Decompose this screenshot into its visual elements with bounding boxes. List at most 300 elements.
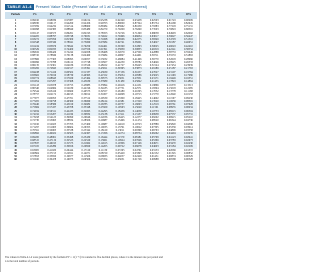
value-cell: 0.15496 xyxy=(115,119,125,123)
value-cell: 0.71299 xyxy=(132,31,142,35)
value-cell: 0.67165 xyxy=(30,145,40,149)
period-cell: 29 xyxy=(14,109,17,113)
value-cell: 0.93272 xyxy=(30,38,40,41)
value-cell: 0.73503 xyxy=(149,28,159,32)
value-cell: 0.11597 xyxy=(166,96,176,100)
value-cell: 0.62275 xyxy=(132,38,142,41)
table-caption xyxy=(5,3,147,10)
period-cell: 39 xyxy=(14,142,17,145)
value-cell: 0.06763 xyxy=(149,129,159,132)
value-cell: 0.26355 xyxy=(81,125,91,129)
value-cell: 0.83748 xyxy=(64,34,74,38)
value-cell: 0.75788 xyxy=(47,60,57,64)
period-cell: 8 xyxy=(14,41,17,45)
period-cell: 16 xyxy=(14,67,17,71)
value-cell: 0.54027 xyxy=(149,41,159,45)
period-cell: 11 xyxy=(14,51,17,54)
value-cell: 0.09761 xyxy=(166,103,176,106)
value-cell: 0.17266 xyxy=(98,132,108,136)
value-cell: 0.45639 xyxy=(81,80,91,84)
value-cell: 0.02209 xyxy=(184,145,193,149)
period-cell: 17 xyxy=(14,70,17,74)
period-cell: 15 xyxy=(14,64,17,67)
value-cell: 0.98039 xyxy=(47,18,57,22)
footnote-line-1: The values in Table A1-4 were generated by the formula PV = 1/(1 + i)^n rounded to five decimal places, where i is the interest rate per period and xyxy=(5,256,163,259)
value-cell: 0.08391 xyxy=(184,99,193,103)
value-cell: 0.82270 xyxy=(98,28,108,32)
period-cell: 24 xyxy=(14,93,17,97)
value-cell: 0.72010 xyxy=(30,122,40,126)
value-cell: 0.70016 xyxy=(47,73,57,77)
value-cell: 0.28506 xyxy=(81,119,91,123)
value-cell: 0.41020 xyxy=(47,148,57,152)
value-cell: 0.83602 xyxy=(30,73,40,77)
value-cell: 0.24151 xyxy=(132,83,142,87)
period-cell: 12 xyxy=(14,54,17,58)
value-cell: 0.07305 xyxy=(149,125,159,129)
value-cell: 0.05369 xyxy=(149,138,159,142)
value-cell: 0.87866 xyxy=(30,57,40,61)
value-cell: 0.99010 xyxy=(30,18,40,22)
value-cell: 0.68515 xyxy=(30,138,40,142)
value-cell: 0.64461 xyxy=(98,44,108,48)
value-cell: 0.24698 xyxy=(115,93,125,97)
value-cell: 0.90529 xyxy=(30,47,40,51)
value-cell: 0.27751 xyxy=(115,86,125,90)
value-cell: 0.53755 xyxy=(64,83,74,87)
value-cell: 0.01726 xyxy=(132,158,142,162)
value-cell: 0.21662 xyxy=(81,142,91,145)
value-cell: 0.58201 xyxy=(132,41,142,45)
value-cell: 0.58349 xyxy=(149,38,159,41)
value-cell: 0.23138 xyxy=(98,112,108,116)
value-cell: 0.05339 xyxy=(166,125,176,129)
value-cell: 0.00874 xyxy=(166,155,176,158)
value-cell: 0.03031 xyxy=(115,158,125,162)
value-cell: 0.27454 xyxy=(166,64,176,67)
period-cell: 21 xyxy=(14,83,17,87)
value-cell: 0.42241 xyxy=(166,47,176,51)
value-cell: 0.13778 xyxy=(166,90,176,93)
value-cell: 0.50669 xyxy=(64,90,74,93)
value-cell: 0.16973 xyxy=(64,158,74,162)
value-cell: 0.68301 xyxy=(184,28,193,32)
value-cell: 0.04057 xyxy=(115,155,125,158)
period-cell: 60 xyxy=(14,158,17,162)
table-label: TABLE A1-4 xyxy=(7,3,32,9)
value-cell: 0.29925 xyxy=(166,60,176,64)
value-cell: 0.46884 xyxy=(115,57,125,61)
period-cell: 20 xyxy=(14,80,17,84)
value-cell: 0.74301 xyxy=(47,64,57,67)
value-cell: 0.17843 xyxy=(166,80,176,84)
value-cell: 0.19987 xyxy=(98,122,108,126)
value-cell: 0.58586 xyxy=(47,103,57,106)
value-cell: 0.60057 xyxy=(81,57,91,61)
value-cell: 0.97059 xyxy=(30,25,40,28)
value-cell: 0.85480 xyxy=(81,28,91,32)
period-cell: 50 xyxy=(14,151,17,155)
value-cell: 0.13513 xyxy=(184,83,193,87)
value-cell: 0.78757 xyxy=(30,93,40,97)
period-cell: 23 xyxy=(14,90,17,93)
value-cell: 0.10733 xyxy=(149,109,159,113)
value-cell: 0.17032 xyxy=(149,90,159,93)
value-cell: 0.15040 xyxy=(132,106,142,110)
value-cell: 0.81309 xyxy=(64,38,74,41)
value-cell: 0.46651 xyxy=(184,41,193,45)
value-cell: 0.77218 xyxy=(166,25,176,28)
value-cell: 0.08955 xyxy=(166,106,176,110)
value-cell: 0.11474 xyxy=(132,119,142,123)
value-cell: 0.88797 xyxy=(47,34,57,38)
value-cell: 0.08720 xyxy=(98,151,108,155)
value-cell: 0.70259 xyxy=(81,44,91,48)
value-cell: 0.05820 xyxy=(166,122,176,126)
value-cell: 0.33051 xyxy=(115,77,125,80)
period-cell: 26 xyxy=(14,99,17,103)
value-cell: 0.71068 xyxy=(98,38,108,41)
value-cell: 0.18129 xyxy=(98,129,108,132)
value-cell: 0.79383 xyxy=(149,25,159,28)
value-cell: 0.70591 xyxy=(30,129,40,132)
period-cell: 22 xyxy=(14,86,17,90)
value-cell: 0.11168 xyxy=(184,90,193,93)
value-cell: 0.86996 xyxy=(30,60,40,64)
value-cell: 0.53032 xyxy=(98,57,108,61)
value-cell: 0.98030 xyxy=(30,21,40,25)
value-cell: 0.39711 xyxy=(149,54,159,58)
value-cell: 0.04899 xyxy=(166,129,176,132)
value-cell: 0.19035 xyxy=(98,125,108,129)
period-cell: 2 xyxy=(14,21,17,25)
value-cell: 0.16351 xyxy=(184,77,193,80)
value-cell: 0.25342 xyxy=(81,129,91,132)
value-cell: 0.06344 xyxy=(166,119,176,123)
value-cell: 0.52189 xyxy=(64,86,74,90)
value-cell: 0.01451 xyxy=(149,155,159,158)
value-cell: 0.73069 xyxy=(81,41,91,45)
value-cell: 0.77977 xyxy=(30,96,40,100)
value-cell: 0.15770 xyxy=(149,93,159,97)
value-cell: 0.78941 xyxy=(64,41,74,45)
value-cell: 0.66112 xyxy=(64,60,74,64)
value-cell: 0.63416 xyxy=(47,90,57,93)
column-header-rate: 9% xyxy=(169,13,174,16)
value-cell: 0.92456 xyxy=(81,21,91,25)
value-cell: 0.81954 xyxy=(30,80,40,84)
value-cell: 0.39999 xyxy=(64,116,74,119)
value-cell: 0.25842 xyxy=(132,80,142,84)
value-cell: 0.50025 xyxy=(149,44,159,48)
value-cell: 0.00988 xyxy=(149,158,159,162)
period-cell: 6 xyxy=(14,34,17,38)
value-cell: 0.92348 xyxy=(30,41,40,45)
value-cell: 0.86261 xyxy=(64,31,74,35)
table-row xyxy=(5,158,197,161)
value-cell: 0.12519 xyxy=(149,103,159,106)
value-cell: 0.21095 xyxy=(132,90,142,93)
value-cell: 0.88849 xyxy=(64,28,74,32)
value-cell: 0.47464 xyxy=(81,77,91,80)
value-cell: 0.16444 xyxy=(98,135,108,139)
value-cell: 0.16093 xyxy=(132,103,142,106)
value-cell: 0.35049 xyxy=(184,51,193,54)
value-cell: 0.24367 xyxy=(81,132,91,136)
value-cell: 0.06915 xyxy=(166,116,176,119)
value-cell: 0.89000 xyxy=(115,21,125,25)
value-cell: 0.75992 xyxy=(81,38,91,41)
value-cell: 0.37703 xyxy=(64,122,74,126)
value-cell: 0.07537 xyxy=(166,112,176,116)
value-cell: 0.71297 xyxy=(30,125,40,129)
value-cell: 0.23300 xyxy=(115,96,125,100)
value-cell: 0.41727 xyxy=(115,64,125,67)
value-cell: 0.74192 xyxy=(30,112,40,116)
value-cell: 0.29530 xyxy=(98,96,108,100)
period-cell: 33 xyxy=(14,122,17,126)
period-cell: 27 xyxy=(14,103,17,106)
value-cell: 0.22036 xyxy=(98,116,108,119)
value-cell: 0.75684 xyxy=(30,106,40,110)
value-cell: 0.64186 xyxy=(64,64,74,67)
value-cell: 0.64958 xyxy=(81,51,91,54)
value-cell: 0.34046 xyxy=(149,60,159,64)
period-cell: 45 xyxy=(14,148,17,152)
value-cell: 0.07889 xyxy=(149,122,159,126)
value-cell: 0.64684 xyxy=(47,86,57,90)
value-cell: 0.35034 xyxy=(115,73,125,77)
value-cell: 0.04736 xyxy=(184,119,193,123)
value-cell: 0.94205 xyxy=(30,34,40,38)
period-cell: 36 xyxy=(14,132,17,136)
value-cell: 0.85282 xyxy=(30,67,40,71)
value-cell: 0.10639 xyxy=(166,99,176,103)
value-cell: 0.72845 xyxy=(47,67,57,71)
value-cell: 0.54703 xyxy=(166,38,176,41)
value-cell: 0.62317 xyxy=(64,67,74,71)
value-cell: 0.79544 xyxy=(30,90,40,93)
value-cell: 0.02430 xyxy=(184,142,193,145)
value-cell: 0.57748 xyxy=(81,60,91,64)
value-cell: 0.25025 xyxy=(149,73,159,77)
period-cell: 35 xyxy=(14,129,17,132)
value-cell: 0.25509 xyxy=(98,106,108,110)
value-cell: 0.17120 xyxy=(81,148,91,152)
value-cell: 0.62172 xyxy=(47,93,57,97)
period-cell: 37 xyxy=(14,135,17,139)
value-cell: 0.33650 xyxy=(47,155,57,158)
value-cell: 0.03558 xyxy=(184,129,193,132)
value-cell: 0.03184 xyxy=(166,145,176,149)
value-cell: 0.55526 xyxy=(81,64,91,67)
value-cell: 0.17220 xyxy=(132,99,142,103)
value-cell: 0.09230 xyxy=(184,96,193,100)
value-cell: 0.03914 xyxy=(184,125,193,129)
period-cell: 32 xyxy=(14,119,17,123)
value-cell: 0.87056 xyxy=(47,38,57,41)
value-cell: 0.92593 xyxy=(149,18,159,22)
value-cell: 0.40573 xyxy=(81,90,91,93)
value-cell: 0.05429 xyxy=(115,151,125,155)
value-cell: 0.14915 xyxy=(98,142,108,145)
value-cell: 0.82645 xyxy=(184,21,193,25)
period-cell: 34 xyxy=(14,125,17,129)
value-cell: 0.21981 xyxy=(115,99,125,103)
table-body xyxy=(5,19,197,162)
column-header-rate: 7% xyxy=(135,13,140,16)
present-value-table xyxy=(5,12,197,162)
value-cell: 0.03235 xyxy=(184,132,193,136)
value-cell: 0.10022 xyxy=(132,125,142,129)
value-cell: 0.45811 xyxy=(98,67,108,71)
value-cell: 0.43883 xyxy=(81,83,91,87)
column-header-rate: 3% xyxy=(66,13,71,16)
column-header-rate: 8% xyxy=(152,13,157,16)
value-cell: 0.52679 xyxy=(115,51,125,54)
value-cell: 0.13791 xyxy=(115,125,125,129)
value-cell: 0.81143 xyxy=(30,83,39,87)
value-cell: 0.84438 xyxy=(30,70,40,74)
value-cell: 0.26785 xyxy=(98,103,108,106)
value-cell: 0.90703 xyxy=(98,21,108,25)
value-cell: 0.22811 xyxy=(64,151,74,155)
value-cell: 0.71416 xyxy=(47,70,57,74)
value-cell: 0.42410 xyxy=(184,44,193,48)
value-cell: 0.94340 xyxy=(115,18,125,22)
value-cell: 0.04494 xyxy=(166,132,176,136)
value-cell: 0.42888 xyxy=(149,51,159,54)
value-cell: 0.73458 xyxy=(30,116,40,119)
table-title: Present Value Table (Present Value of 1 at Compound Interest) xyxy=(35,3,148,9)
value-cell: 0.51337 xyxy=(81,70,91,74)
value-cell: 0.39012 xyxy=(81,93,91,97)
period-cell: 10 xyxy=(14,47,17,51)
value-cell: 0.67297 xyxy=(47,80,57,84)
column-header-rate: 4% xyxy=(83,13,88,16)
value-cell: 0.03470 xyxy=(166,142,176,145)
value-cell: 0.18456 xyxy=(115,109,125,113)
value-cell: 0.37153 xyxy=(47,151,57,155)
value-cell: 0.94260 xyxy=(64,21,74,25)
value-cell: 0.31575 xyxy=(64,142,74,145)
value-cell: 0.03133 xyxy=(149,148,159,152)
value-cell: 0.07265 xyxy=(115,148,125,152)
value-cell: 0.41199 xyxy=(64,112,74,116)
value-cell: 0.04306 xyxy=(184,122,193,126)
period-cell: 4 xyxy=(14,28,17,32)
value-cell: 0.93458 xyxy=(132,18,142,22)
value-cell: 0.12640 xyxy=(166,93,176,97)
column-header-periods: Periods xyxy=(11,13,20,16)
value-cell: 0.75131 xyxy=(184,25,193,28)
value-cell: 0.37689 xyxy=(98,80,108,84)
value-cell: 0.62460 xyxy=(81,54,91,58)
value-cell: 0.44230 xyxy=(115,60,125,64)
value-cell: 0.43708 xyxy=(64,106,74,110)
value-cell: 0.88900 xyxy=(81,25,91,28)
value-cell: 0.68643 xyxy=(47,77,57,80)
value-cell: 0.06262 xyxy=(149,132,159,136)
value-cell: 0.68058 xyxy=(149,31,159,35)
period-cell: 1 xyxy=(14,18,17,22)
value-cell: 0.55368 xyxy=(64,80,74,84)
value-cell: 0.39365 xyxy=(115,67,125,71)
value-cell: 0.22529 xyxy=(81,138,91,142)
value-cell: 0.04971 xyxy=(149,142,159,145)
column-header-rate: 6% xyxy=(118,13,123,16)
period-cell: 25 xyxy=(14,96,17,100)
value-cell: 0.85734 xyxy=(149,21,159,25)
value-cell: 0.33873 xyxy=(132,67,142,71)
value-cell: 0.53063 xyxy=(47,119,57,123)
value-cell: 0.26444 xyxy=(64,148,74,152)
value-cell: 0.67556 xyxy=(81,47,91,51)
value-cell: 0.36069 xyxy=(81,99,91,103)
value-cell: 0.04123 xyxy=(166,135,176,139)
period-cell: 55 xyxy=(14,155,17,158)
value-cell: 0.19866 xyxy=(149,83,159,87)
value-cell: 0.01372 xyxy=(184,148,193,152)
value-cell: 0.28966 xyxy=(184,57,193,61)
value-cell: 0.46369 xyxy=(64,99,74,103)
value-cell: 0.92385 xyxy=(47,28,57,32)
value-cell: 0.10723 xyxy=(132,122,142,126)
value-cell: 0.76290 xyxy=(132,28,142,32)
value-cell: 0.91743 xyxy=(166,18,176,22)
value-cell: 0.30832 xyxy=(81,112,91,116)
value-cell: 0.91514 xyxy=(64,25,74,28)
value-cell: 0.58468 xyxy=(98,51,108,54)
value-cell: 0.41496 xyxy=(132,57,142,61)
value-cell: 0.12274 xyxy=(115,132,125,136)
value-cell: 0.17986 xyxy=(184,73,193,77)
value-cell: 0.05210 xyxy=(184,116,193,119)
value-cell: 0.56447 xyxy=(184,34,193,38)
value-cell: 0.88745 xyxy=(30,54,40,58)
value-cell: 0.32618 xyxy=(166,57,176,61)
value-cell: 0.05354 xyxy=(98,158,108,162)
value-cell: 0.37136 xyxy=(115,70,125,74)
value-cell: 0.38753 xyxy=(166,51,176,54)
value-cell: 0.14602 xyxy=(149,96,159,100)
value-cell: 0.12277 xyxy=(132,116,142,119)
value-cell: 0.44401 xyxy=(132,54,142,58)
value-cell: 0.60804 xyxy=(30,151,40,155)
value-cell: 0.70138 xyxy=(64,54,74,58)
value-cell: 0.09722 xyxy=(115,145,125,149)
value-cell: 0.46319 xyxy=(149,47,159,51)
value-cell: 0.74726 xyxy=(115,31,125,35)
value-cell: 0.13137 xyxy=(132,112,142,116)
value-cell: 0.35894 xyxy=(98,83,108,87)
value-cell: 0.12285 xyxy=(184,86,193,90)
value-cell: 0.56311 xyxy=(47,109,57,113)
value-cell: 0.09202 xyxy=(149,116,159,119)
value-cell: 0.31863 xyxy=(184,54,193,58)
value-cell: 0.57853 xyxy=(30,155,40,158)
value-cell: 0.97087 xyxy=(64,18,74,22)
value-cell: 0.34503 xyxy=(64,132,74,136)
value-cell: 0.63905 xyxy=(30,148,40,152)
value-cell: 0.72242 xyxy=(64,51,74,54)
value-cell: 0.49697 xyxy=(115,54,125,58)
footnote-line-2: n is the total number of periods. xyxy=(5,259,40,263)
value-cell: 0.14619 xyxy=(115,122,125,126)
value-cell: 0.38782 xyxy=(132,60,142,64)
value-cell: 0.31524 xyxy=(149,64,159,67)
value-cell: 0.49193 xyxy=(64,93,74,97)
